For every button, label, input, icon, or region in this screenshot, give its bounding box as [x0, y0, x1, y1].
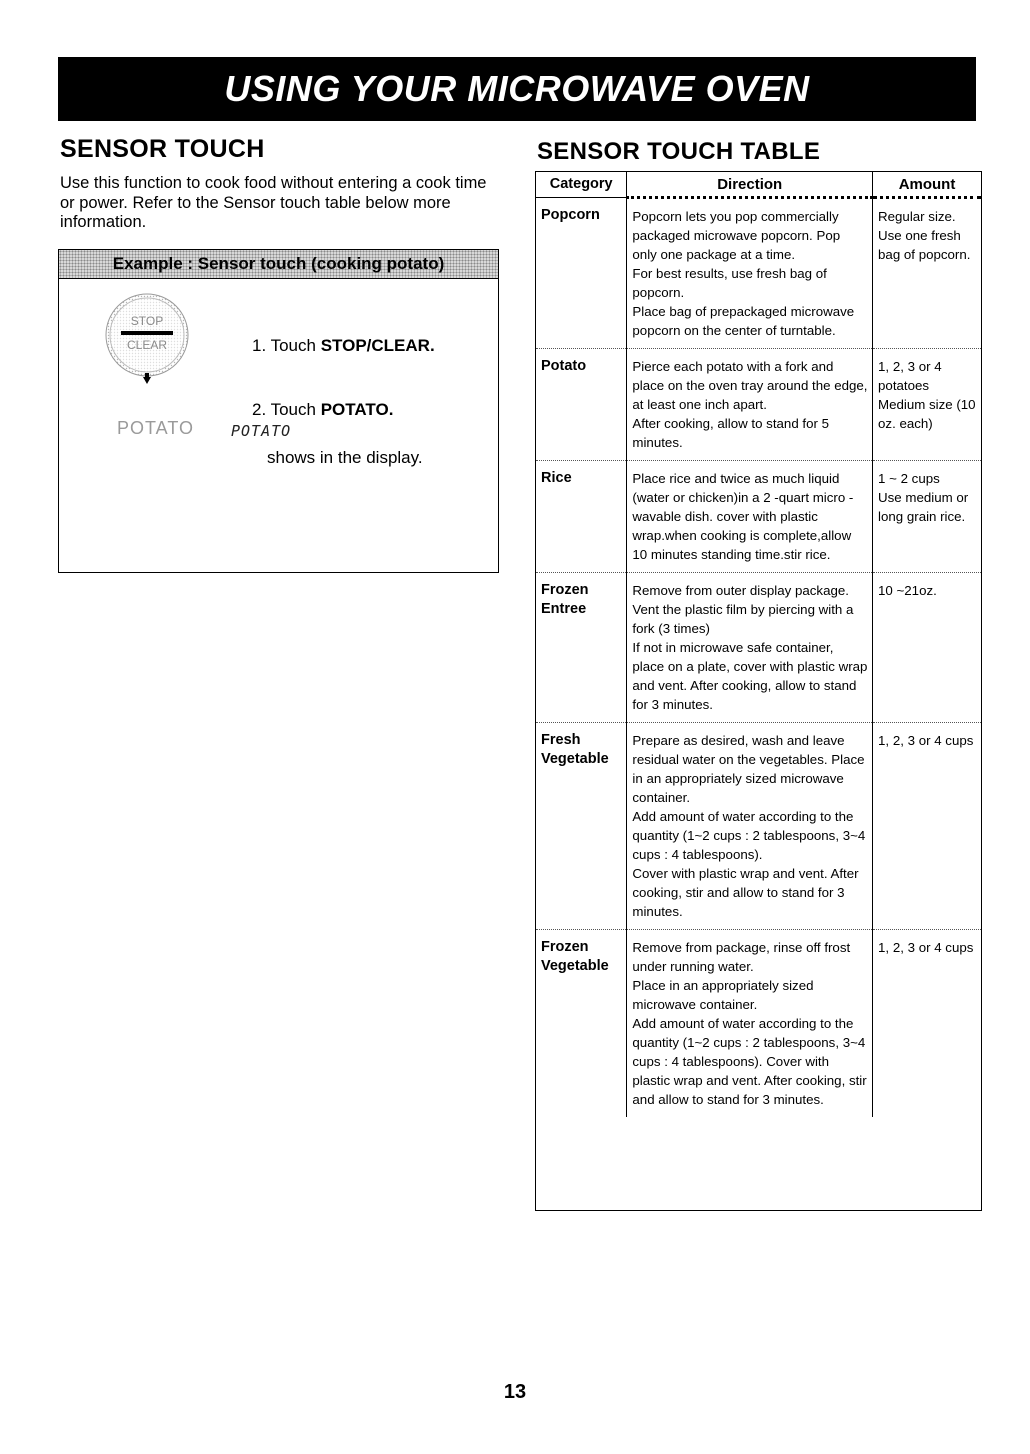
stop-key-label: STOP [130, 314, 164, 328]
table-row-potato [536, 349, 981, 461]
table-row-popcorn [536, 198, 981, 349]
step-2-prefix: 2. Touch [252, 400, 321, 419]
column-header-direction: Direction [627, 172, 873, 198]
sensor-table-heading: SENSOR TOUCH TABLE [537, 138, 821, 165]
table-row-frozen-vegetable [536, 930, 981, 1118]
row-amount: 1, 2, 3 or 4 cups [873, 930, 981, 1118]
step-1 [252, 336, 435, 356]
stop-clear-key-icon [104, 292, 190, 378]
row-amount: 10 ~21oz. [873, 573, 981, 723]
row-category: Frozen Vegetable [536, 930, 627, 1118]
sensor-touch-table [535, 171, 982, 1211]
page-title: USING YOUR MICROWAVE OVEN [224, 68, 810, 109]
potato-key-label: POTATO [117, 418, 195, 438]
example-box [58, 249, 499, 573]
row-direction: Place rice and twice as much liquid (water or chicken)in a 2 -quart micro -wavable dish. cover with plastic wrap.when cooking is complete,allow 10 minutes standing time.stir rice. [627, 461, 873, 573]
table-row-rice [536, 461, 981, 573]
row-category: Popcorn [541, 207, 600, 223]
arrow-down-icon [143, 377, 151, 384]
step-2 [252, 400, 393, 420]
sensor-touch-intro: Use this function to cook food without entering a cook time or power. Refer to the Sensor touch table below more information. [60, 174, 487, 231]
sensor-touch-heading: SENSOR TOUCH [60, 135, 265, 163]
column-header-category: Category [536, 172, 627, 198]
row-direction: Prepare as desired, wash and leave residual water on the vegetables. Place in an appropriately sized microwave container. Add amount of water according to the quantity (1~2 cups : 2 tablespoons, 3~4 cups : 4 tablespoons). Cover with plastic wrap and vent. After cooking, stir and allow to stand for 3 minutes. [627, 723, 873, 930]
example-title: Example : Sensor touch (cooking potato) [59, 250, 498, 279]
row-direction: Remove from outer display package. Vent the plastic film by piercing with a fork (3 times) If not in microwave safe container, place on a plate, cover with plastic wrap and vent. After cooking, allow to stand for 3 minutes. [627, 573, 873, 723]
clear-key-label: CLEAR [126, 338, 168, 352]
table-row-fresh-vegetable [536, 723, 981, 930]
display-readout: POTATO [231, 422, 292, 440]
page-banner [58, 57, 976, 121]
row-direction: Popcorn lets you pop commercially packaged microwave popcorn. Pop only one package at a time. For best results, use fresh bag of popcorn. Place bag of prepackaged microwave popcorn on the center of turntable. [627, 198, 873, 349]
row-amount: 1, 2, 3 or 4 cups [873, 723, 981, 930]
row-category: Potato [536, 349, 627, 461]
row-amount: 1, 2, 3 or 4 potatoes Medium size (10 oz. each) [873, 349, 981, 461]
row-amount: Regular size. Use one fresh bag of popcorn. [873, 198, 981, 349]
page-number: 13 [503, 1381, 527, 1403]
table-row-frozen-entree [536, 573, 981, 723]
step-1-prefix: 1. Touch [252, 336, 321, 355]
display-note: shows in the display. [267, 448, 423, 467]
step-2-key: POTATO. [320, 400, 394, 419]
row-direction: Pierce each potato with a fork and place on the oven tray around the edge, at least one inch apart. After cooking, allow to stand for 5 minutes. [627, 349, 873, 461]
step-1-key: STOP/CLEAR. [320, 336, 435, 355]
row-category: Frozen Entree [536, 573, 627, 723]
column-header-amount: Amount [873, 172, 981, 198]
table-header-row [536, 172, 981, 198]
row-category: Rice [536, 461, 627, 573]
row-category: Fresh Vegetable [536, 723, 627, 930]
row-direction: Remove from package, rinse off frost under running water. Place in an appropriately sized microwave container. Add amount of water according to the quantity (1~2 cups : 2 tablespoons, 3~4 cups : 4 tablespoons). Cover with plastic wrap and vent. After cooking, stir and allow to stand for 3 minutes. [627, 930, 873, 1118]
row-amount: 1 ~ 2 cups Use medium or long grain rice. [873, 461, 981, 573]
